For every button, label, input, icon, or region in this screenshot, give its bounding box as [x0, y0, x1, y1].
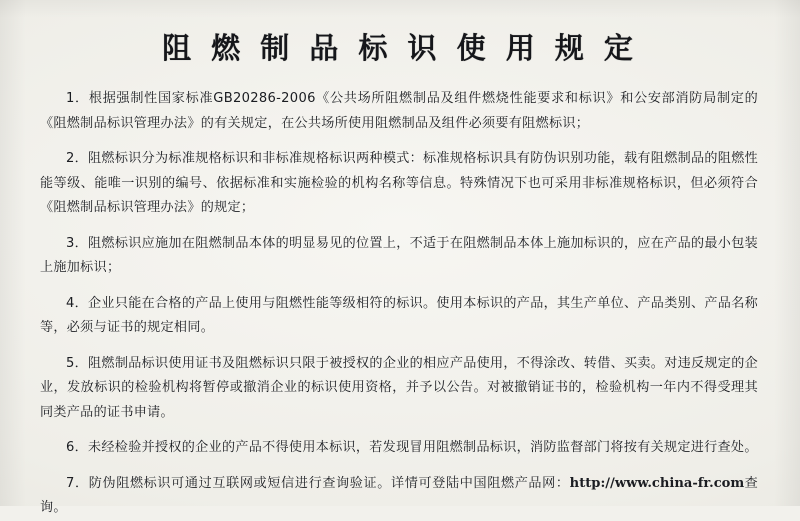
paragraph-4: 4．企业只能在合格的产品上使用与阻燃性能等级相符的标识。使用本标识的产品，其生产单位、产品类别、产品名称等，必须与证书的规定相同。 — [40, 295, 758, 335]
paragraph-1: 1．根据强制性国家标准GB20286-2006《公共场所阻燃制品及组件燃烧性能要求和标识》和公安部消防局制定的《阻燃制品标识管理办法》的有关规定，在公共场所使用阻燃制品及组件必须要有阻燃标识； — [40, 91, 758, 131]
document-body — [34, 87, 766, 521]
paragraph-3: 3．阻燃标识应施加在阻燃制品本体的明显易见的位置上，不适于在阻燃制品本体上施加标识的，应在产品的最小包装上施加标识； — [40, 235, 758, 275]
paragraph-7-text-after: 查询。 — [40, 475, 758, 515]
paragraph-7-text-before: 7．防伪阻燃标识可通过互联网或短信进行查询验证。详情可登陆中国阻燃产品网： — [66, 475, 570, 491]
china-fr-url[interactable]: http://www.china-fr.com — [569, 475, 745, 491]
paragraph-2: 2．阻燃标识分为标准规格标识和非标准规格标识两种模式：标准规格标识具有防伪识别功能，载有阻燃制品的阻燃性能等级、能唯一识别的编号、依据标准和实施检验的机构名称等信息。特殊情况下也可采用非标准规格标识，但必须符合《阻燃制品标识管理办法》的规定； — [40, 151, 758, 215]
paragraph-7 — [40, 472, 758, 521]
paragraph-5: 5．阻燃制品标识使用证书及阻燃标识只限于被授权的企业的相应产品使用，不得涂改、转借、买卖。对违反规定的企业，发放标识的检验机构将暂停或撤消企业的标识使用资格，并予以公告。对被撤销证书的，检验机构一年内不得受理其同类产品的证书申请。 — [40, 355, 758, 420]
paragraph-6: 6．未经检验并授权的企业的产品不得使用本标识，若发现冒用阻燃制品标识，消防监督部门将按有关规定进行查处。 — [66, 440, 758, 455]
page-title: 阻 燃 制 品 标 识 使 用 规 定 — [162, 31, 638, 65]
